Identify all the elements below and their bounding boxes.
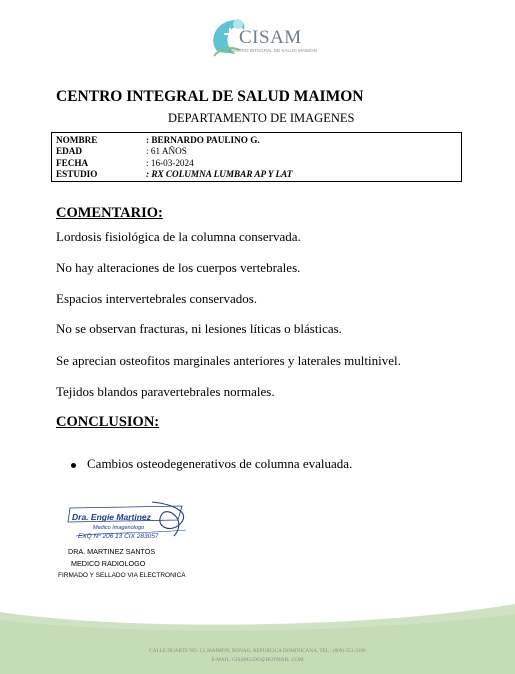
comentario-line: Espacios intervertebrales conservados. (56, 291, 258, 306)
comentario-line: No hay alteraciones de los cuerpos vertebrales. (56, 260, 301, 275)
department-title: DEPARTAMENTO DE IMAGENES (168, 111, 355, 125)
info-label-estudio: ESTUDIO (56, 169, 98, 179)
info-value-nombre: : BERNARDO PAULINO G. (146, 135, 260, 145)
clinic-title: CENTRO INTEGRAL DE SALUD MAIMON (56, 88, 364, 105)
signature-stamp-graphic (62, 500, 202, 548)
logo-subtitle: CENTRO INTEGRAL DE SALUD MAIMON (229, 48, 317, 53)
info-value-fecha: : 16-03-2024 (146, 158, 194, 168)
stamp-exequatur: EXQ Nº 206 13 CIX 283057 (78, 533, 159, 540)
info-label-edad: EDAD (56, 146, 83, 156)
comentario-line: Se aprecian osteofitos marginales anteriores y laterales multinivel. (56, 353, 401, 368)
bullet-icon (71, 463, 76, 468)
stamp-role: Medico Imagenologo (93, 525, 145, 531)
comentario-heading: COMENTARIO: (56, 205, 163, 221)
comentario-line: No se observan fracturas, ni lesiones líticas o blásticas. (56, 321, 342, 336)
comentario-line: Lordosis fisiológica de la columna conservada. (56, 229, 301, 244)
info-value-edad: : 61 AÑOS (146, 146, 187, 156)
conclusion-item: Cambios osteodegenerativos de columna evaluada. (87, 456, 353, 471)
conclusion-heading: CONCLUSION: (56, 414, 160, 430)
doctor-name: DRA. MARTINEZ SANTOS (68, 547, 156, 556)
footer-address: CALLE DUARTE NO. 13, MAIMÓN, BONAO, REPUBLICA DOMINICANA, TEL.: (809)-551-2106 (149, 648, 366, 654)
info-value-estudio: : RX COLUMNA LUMBAR AP Y LAT (146, 169, 293, 179)
signature-note: FIRMADO Y SELLADO VIA ELECTRONICA (58, 572, 186, 579)
footer-email: E-MAIL: CISAM.LDO@HOTMAIL .COM (211, 657, 304, 663)
patient-info-box (51, 132, 462, 182)
doctor-role: MEDICO RADIOLOGO (71, 559, 146, 568)
stamp-name: Dra. Engie Martinez (72, 512, 151, 522)
info-label-nombre: NOMBRE (56, 135, 98, 145)
logo-word: CISAM (239, 27, 302, 48)
comentario-line: Tejidos blandos paravertebrales normales. (56, 384, 275, 399)
info-label-fecha: FECHA (56, 158, 89, 168)
